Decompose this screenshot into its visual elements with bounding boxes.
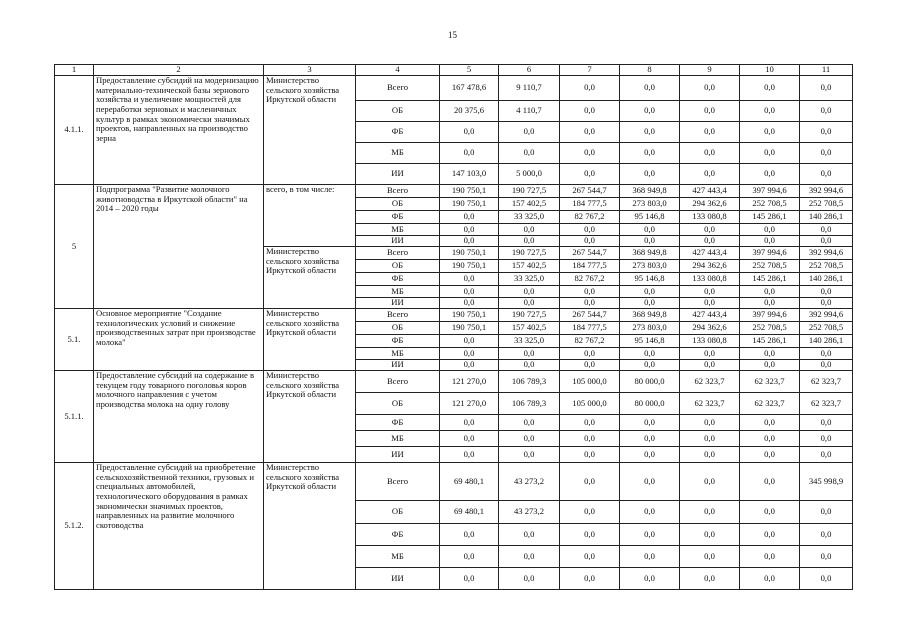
value-cell: 190 750,1 <box>440 198 499 211</box>
value-cell: 0,0 <box>620 568 680 590</box>
value-cell: 0,0 <box>440 273 499 286</box>
value-cell: 9 110,7 <box>499 76 560 101</box>
funding-source: МБ <box>356 143 440 164</box>
value-cell: 62 323,7 <box>740 393 800 415</box>
value-cell: 0,0 <box>800 164 853 185</box>
value-cell: 0,0 <box>499 415 560 431</box>
value-cell: 0,0 <box>560 76 620 101</box>
value-cell: 252 708,5 <box>740 322 800 335</box>
column-number: 7 <box>560 65 620 76</box>
value-cell: 0,0 <box>560 286 620 298</box>
value-cell: 0,0 <box>800 122 853 143</box>
value-cell: 121 270,0 <box>440 393 499 415</box>
value-cell: 190 750,1 <box>440 260 499 273</box>
value-cell: 0,0 <box>499 236 560 247</box>
item-code: 5 <box>55 185 94 309</box>
value-cell: 252 708,5 <box>800 260 853 273</box>
value-cell: 62 323,7 <box>800 393 853 415</box>
value-cell: 190 750,1 <box>440 247 499 260</box>
value-cell: 0,0 <box>740 164 800 185</box>
value-cell: 0,0 <box>499 286 560 298</box>
item-name: Основное мероприятие "Создание технологических условий и снижение производственных затрат при производстве молока" <box>94 309 264 371</box>
funding-source: ФБ <box>356 524 440 546</box>
value-cell: 0,0 <box>740 447 800 463</box>
item-code: 5.1. <box>55 309 94 371</box>
value-cell: 133 080,8 <box>680 273 740 286</box>
value-cell: 0,0 <box>680 298 740 309</box>
column-number: 2 <box>94 65 264 76</box>
value-cell: 0,0 <box>560 122 620 143</box>
value-cell: 62 323,7 <box>740 371 800 393</box>
value-cell: 273 803,0 <box>620 322 680 335</box>
value-cell: 140 286,1 <box>800 335 853 348</box>
value-cell: 0,0 <box>800 431 853 447</box>
value-cell: 0,0 <box>800 568 853 590</box>
funding-source: ОБ <box>356 322 440 335</box>
value-cell: 252 708,5 <box>800 198 853 211</box>
value-cell: 0,0 <box>800 236 853 247</box>
value-cell: 184 777,5 <box>560 260 620 273</box>
value-cell: 273 803,0 <box>620 198 680 211</box>
item-code: 5.1.2. <box>55 463 94 590</box>
value-cell: 0,0 <box>560 463 620 501</box>
value-cell: 0,0 <box>620 236 680 247</box>
value-cell: 0,0 <box>740 298 800 309</box>
value-cell: 0,0 <box>740 101 800 122</box>
value-cell: 0,0 <box>440 298 499 309</box>
value-cell: 0,0 <box>560 546 620 568</box>
value-cell: 0,0 <box>620 164 680 185</box>
value-cell: 397 994,6 <box>740 309 800 322</box>
value-cell: 95 146,8 <box>620 335 680 348</box>
value-cell: 167 478,6 <box>440 76 499 101</box>
value-cell: 294 362,6 <box>680 322 740 335</box>
column-number: 1 <box>55 65 94 76</box>
value-cell: 5 000,0 <box>499 164 560 185</box>
executor-cell: Министерство сельского хозяйства Иркутской области <box>264 76 356 185</box>
value-cell: 0,0 <box>740 122 800 143</box>
value-cell: 273 803,0 <box>620 260 680 273</box>
executor-cell: Министерство сельского хозяйства Иркутской области <box>264 247 356 309</box>
item-name: Предоставление субсидий на модернизацию материально-технической базы зернового хозяйства и увеличение мощностей для переработки зерновых и масленичных культур в рамках экономически значимых проектов, направленных на производство зерна <box>94 76 264 185</box>
value-cell: 184 777,5 <box>560 322 620 335</box>
value-cell: 0,0 <box>740 568 800 590</box>
value-cell: 0,0 <box>440 524 499 546</box>
value-cell: 133 080,8 <box>680 211 740 224</box>
value-cell: 62 323,7 <box>800 371 853 393</box>
value-cell: 0,0 <box>440 143 499 164</box>
value-cell: 0,0 <box>740 415 800 431</box>
value-cell: 0,0 <box>620 348 680 360</box>
funding-source: ФБ <box>356 122 440 143</box>
value-cell: 95 146,8 <box>620 273 680 286</box>
value-cell: 0,0 <box>440 348 499 360</box>
column-number: 4 <box>356 65 440 76</box>
value-cell: 0,0 <box>560 236 620 247</box>
value-cell: 0,0 <box>560 415 620 431</box>
item-name: Предоставление субсидий на содержание в текущем году товарного поголовья коров молочного направления с учетом производства молока на одну голову <box>94 371 264 463</box>
value-cell: 0,0 <box>560 298 620 309</box>
value-cell: 0,0 <box>740 348 800 360</box>
value-cell: 82 767,2 <box>560 273 620 286</box>
table-row <box>55 309 853 322</box>
value-cell: 80 000,0 <box>620 393 680 415</box>
value-cell: 0,0 <box>620 76 680 101</box>
funding-source: ОБ <box>356 198 440 211</box>
value-cell: 0,0 <box>560 447 620 463</box>
value-cell: 427 443,4 <box>680 247 740 260</box>
value-cell: 252 708,5 <box>800 322 853 335</box>
value-cell: 33 325,0 <box>499 273 560 286</box>
value-cell: 0,0 <box>440 360 499 371</box>
column-number: 9 <box>680 65 740 76</box>
value-cell: 69 480,1 <box>440 463 499 501</box>
executor-cell: Министерство сельского хозяйства Иркутской области <box>264 371 356 463</box>
funding-source: ИИ <box>356 568 440 590</box>
funding-source: Всего <box>356 185 440 198</box>
item-name: Подпрограмма "Развитие молочного животноводства в Иркутской области" на 2014 – 2020 годы <box>94 185 264 309</box>
value-cell: 0,0 <box>499 546 560 568</box>
value-cell: 0,0 <box>620 298 680 309</box>
value-cell: 0,0 <box>800 298 853 309</box>
value-cell: 0,0 <box>499 360 560 371</box>
value-cell: 20 375,6 <box>440 101 499 122</box>
value-cell: 0,0 <box>620 415 680 431</box>
value-cell: 157 402,5 <box>499 198 560 211</box>
column-number: 11 <box>800 65 853 76</box>
funding-source: ИИ <box>356 360 440 371</box>
column-number: 8 <box>620 65 680 76</box>
value-cell: 190 750,1 <box>440 322 499 335</box>
value-cell: 392 994,6 <box>800 309 853 322</box>
value-cell: 0,0 <box>740 360 800 371</box>
value-cell: 267 544,7 <box>560 309 620 322</box>
funding-source: Всего <box>356 247 440 260</box>
funding-source: Всего <box>356 76 440 101</box>
value-cell: 0,0 <box>499 143 560 164</box>
value-cell: 0,0 <box>800 286 853 298</box>
value-cell: 0,0 <box>560 143 620 164</box>
value-cell: 252 708,5 <box>740 198 800 211</box>
value-cell: 0,0 <box>800 76 853 101</box>
value-cell: 0,0 <box>800 415 853 431</box>
value-cell: 0,0 <box>800 447 853 463</box>
value-cell: 0,0 <box>680 122 740 143</box>
value-cell: 0,0 <box>680 286 740 298</box>
value-cell: 0,0 <box>440 447 499 463</box>
funding-source: МБ <box>356 431 440 447</box>
funding-source: МБ <box>356 286 440 298</box>
item-code: 5.1.1. <box>55 371 94 463</box>
value-cell: 0,0 <box>800 143 853 164</box>
value-cell: 0,0 <box>680 236 740 247</box>
value-cell: 121 270,0 <box>440 371 499 393</box>
value-cell: 0,0 <box>680 143 740 164</box>
executor-cell: Министерство сельского хозяйства Иркутской области <box>264 309 356 371</box>
value-cell: 0,0 <box>560 164 620 185</box>
value-cell: 140 286,1 <box>800 273 853 286</box>
value-cell: 0,0 <box>620 546 680 568</box>
item-name: Предоставление субсидий на приобретение сельскохозяйственной техники, грузовых и специальных автомобилей, технологического оборудования в рамках экономически значимых проектов, направленных на развитие молочного скотоводства <box>94 463 264 590</box>
value-cell: 33 325,0 <box>499 335 560 348</box>
funding-source: Всего <box>356 463 440 501</box>
funding-source: ОБ <box>356 393 440 415</box>
value-cell: 392 994,6 <box>800 185 853 198</box>
value-cell: 190 750,1 <box>440 309 499 322</box>
value-cell: 397 994,6 <box>740 247 800 260</box>
funding-source: Всего <box>356 309 440 322</box>
value-cell: 0,0 <box>740 546 800 568</box>
value-cell: 0,0 <box>440 335 499 348</box>
value-cell: 397 994,6 <box>740 185 800 198</box>
value-cell: 0,0 <box>440 431 499 447</box>
value-cell: 0,0 <box>740 524 800 546</box>
page-number: 15 <box>448 30 457 40</box>
value-cell: 69 480,1 <box>440 501 499 524</box>
value-cell: 147 103,0 <box>440 164 499 185</box>
value-cell: 105 000,0 <box>560 371 620 393</box>
value-cell: 106 789,3 <box>499 371 560 393</box>
value-cell: 0,0 <box>680 463 740 501</box>
value-cell: 0,0 <box>740 236 800 247</box>
value-cell: 43 273,2 <box>499 501 560 524</box>
value-cell: 0,0 <box>560 101 620 122</box>
value-cell: 145 286,1 <box>740 335 800 348</box>
value-cell: 368 949,8 <box>620 309 680 322</box>
value-cell: 0,0 <box>620 501 680 524</box>
value-cell: 0,0 <box>740 431 800 447</box>
value-cell: 82 767,2 <box>560 335 620 348</box>
value-cell: 0,0 <box>680 76 740 101</box>
value-cell: 0,0 <box>740 286 800 298</box>
value-cell: 0,0 <box>740 143 800 164</box>
executor-cell: Министерство сельского хозяйства Иркутской области <box>264 463 356 590</box>
value-cell: 0,0 <box>440 224 499 236</box>
value-cell: 190 750,1 <box>440 185 499 198</box>
value-cell: 345 998,9 <box>800 463 853 501</box>
value-cell: 0,0 <box>740 76 800 101</box>
value-cell: 427 443,4 <box>680 309 740 322</box>
value-cell: 0,0 <box>499 431 560 447</box>
value-cell: 0,0 <box>499 568 560 590</box>
value-cell: 368 949,8 <box>620 185 680 198</box>
value-cell: 0,0 <box>440 122 499 143</box>
funding-source: ИИ <box>356 447 440 463</box>
item-code: 4.1.1. <box>55 76 94 185</box>
column-number: 6 <box>499 65 560 76</box>
value-cell: 368 949,8 <box>620 247 680 260</box>
value-cell: 184 777,5 <box>560 198 620 211</box>
value-cell: 0,0 <box>800 546 853 568</box>
value-cell: 0,0 <box>620 122 680 143</box>
value-cell: 0,0 <box>680 348 740 360</box>
value-cell: 294 362,6 <box>680 260 740 273</box>
value-cell: 106 789,3 <box>499 393 560 415</box>
value-cell: 0,0 <box>440 211 499 224</box>
value-cell: 95 146,8 <box>620 211 680 224</box>
value-cell: 0,0 <box>560 360 620 371</box>
value-cell: 267 544,7 <box>560 185 620 198</box>
table-row <box>55 463 853 501</box>
value-cell: 0,0 <box>440 415 499 431</box>
value-cell: 0,0 <box>499 122 560 143</box>
funding-source: ФБ <box>356 335 440 348</box>
value-cell: 0,0 <box>680 415 740 431</box>
value-cell: 0,0 <box>560 431 620 447</box>
value-cell: 190 727,5 <box>499 309 560 322</box>
table-row <box>55 371 853 393</box>
value-cell: 190 727,5 <box>499 185 560 198</box>
value-cell: 0,0 <box>499 447 560 463</box>
value-cell: 0,0 <box>740 501 800 524</box>
value-cell: 0,0 <box>440 568 499 590</box>
table-row <box>55 185 853 198</box>
value-cell: 0,0 <box>800 348 853 360</box>
value-cell: 43 273,2 <box>499 463 560 501</box>
value-cell: 0,0 <box>620 447 680 463</box>
value-cell: 157 402,5 <box>499 260 560 273</box>
value-cell: 145 286,1 <box>740 211 800 224</box>
value-cell: 0,0 <box>499 298 560 309</box>
value-cell: 62 323,7 <box>680 393 740 415</box>
value-cell: 0,0 <box>560 348 620 360</box>
value-cell: 0,0 <box>680 524 740 546</box>
value-cell: 392 994,6 <box>800 247 853 260</box>
funding-source: ФБ <box>356 273 440 286</box>
value-cell: 33 325,0 <box>499 211 560 224</box>
value-cell: 190 727,5 <box>499 247 560 260</box>
value-cell: 0,0 <box>620 224 680 236</box>
value-cell: 0,0 <box>620 143 680 164</box>
budget-table <box>54 64 853 590</box>
value-cell: 0,0 <box>800 501 853 524</box>
column-number: 3 <box>264 65 356 76</box>
value-cell: 133 080,8 <box>680 335 740 348</box>
value-cell: 0,0 <box>680 546 740 568</box>
value-cell: 0,0 <box>800 224 853 236</box>
funding-source: МБ <box>356 546 440 568</box>
funding-source: ОБ <box>356 101 440 122</box>
value-cell: 0,0 <box>740 224 800 236</box>
column-number: 5 <box>440 65 499 76</box>
funding-source: Всего <box>356 371 440 393</box>
value-cell: 0,0 <box>499 524 560 546</box>
value-cell: 0,0 <box>740 463 800 501</box>
value-cell: 0,0 <box>680 164 740 185</box>
column-number: 10 <box>740 65 800 76</box>
value-cell: 0,0 <box>800 360 853 371</box>
funding-source: ОБ <box>356 260 440 273</box>
value-cell: 0,0 <box>440 236 499 247</box>
value-cell: 0,0 <box>440 546 499 568</box>
value-cell: 80 000,0 <box>620 371 680 393</box>
value-cell: 0,0 <box>680 431 740 447</box>
value-cell: 0,0 <box>800 524 853 546</box>
value-cell: 157 402,5 <box>499 322 560 335</box>
value-cell: 62 323,7 <box>680 371 740 393</box>
value-cell: 294 362,6 <box>680 198 740 211</box>
value-cell: 0,0 <box>440 286 499 298</box>
value-cell: 0,0 <box>680 501 740 524</box>
value-cell: 0,0 <box>499 348 560 360</box>
value-cell: 140 286,1 <box>800 211 853 224</box>
value-cell: 0,0 <box>680 447 740 463</box>
funding-source: ИИ <box>356 236 440 247</box>
value-cell: 0,0 <box>560 501 620 524</box>
value-cell: 0,0 <box>620 524 680 546</box>
funding-source: ИИ <box>356 164 440 185</box>
value-cell: 0,0 <box>800 101 853 122</box>
funding-source: МБ <box>356 224 440 236</box>
value-cell: 0,0 <box>680 101 740 122</box>
funding-source: МБ <box>356 348 440 360</box>
funding-source: ФБ <box>356 415 440 431</box>
funding-source: ФБ <box>356 211 440 224</box>
value-cell: 0,0 <box>499 224 560 236</box>
value-cell: 0,0 <box>620 360 680 371</box>
value-cell: 82 767,2 <box>560 211 620 224</box>
funding-source: ИИ <box>356 298 440 309</box>
value-cell: 427 443,4 <box>680 185 740 198</box>
value-cell: 267 544,7 <box>560 247 620 260</box>
value-cell: 145 286,1 <box>740 273 800 286</box>
table-row <box>55 76 853 101</box>
value-cell: 0,0 <box>620 463 680 501</box>
value-cell: 0,0 <box>560 224 620 236</box>
value-cell: 0,0 <box>620 286 680 298</box>
value-cell: 105 000,0 <box>560 393 620 415</box>
executor-cell: всего, в том числе: <box>264 185 356 247</box>
value-cell: 0,0 <box>620 431 680 447</box>
value-cell: 0,0 <box>620 101 680 122</box>
funding-source: ОБ <box>356 501 440 524</box>
value-cell: 0,0 <box>680 224 740 236</box>
value-cell: 0,0 <box>560 524 620 546</box>
value-cell: 0,0 <box>680 360 740 371</box>
value-cell: 0,0 <box>680 568 740 590</box>
column-number-row <box>55 65 853 76</box>
value-cell: 252 708,5 <box>740 260 800 273</box>
value-cell: 0,0 <box>560 568 620 590</box>
value-cell: 4 110,7 <box>499 101 560 122</box>
